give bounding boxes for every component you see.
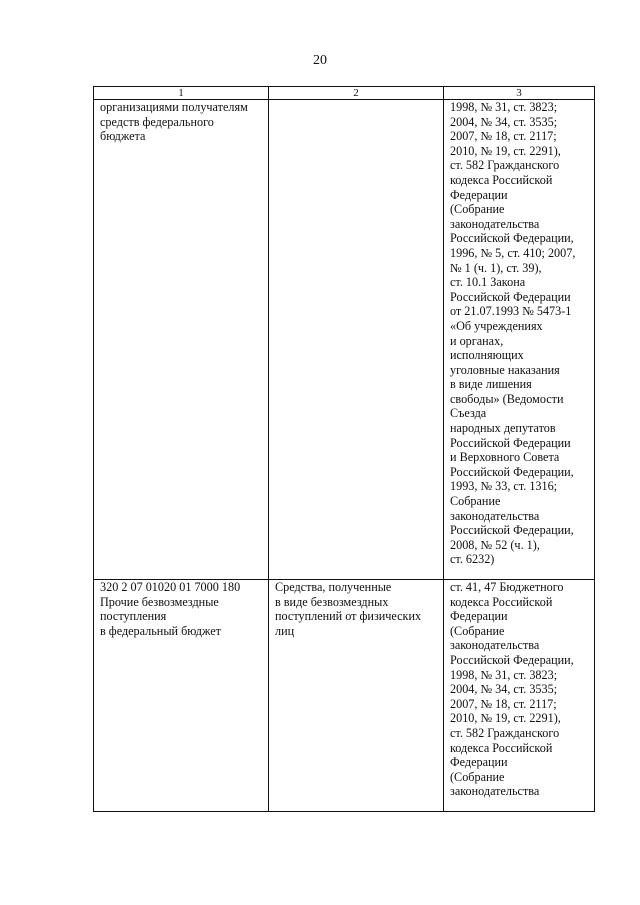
cell-line: Российской Федерации, <box>450 652 574 667</box>
cell-line: Российской Федерации, <box>450 231 574 246</box>
column-header-2: 2 <box>269 87 444 100</box>
cell-line: Средства, полученные <box>275 580 392 594</box>
cell-line: средств федерального <box>100 114 214 129</box>
cell-line: 1998, № 31, ст. 3823; <box>450 100 558 114</box>
cell-line: 1993, № 33, ст. 1316; <box>450 479 558 494</box>
cell-line: и органах, <box>450 333 504 348</box>
cell-line: 2004, № 34, ст. 3535; <box>450 114 558 129</box>
cell-line: (Собрание <box>450 202 505 217</box>
cell-line: законодательства <box>450 216 540 231</box>
cell-line: в федеральный бюджет <box>100 623 221 638</box>
cell-line: «Об учреждениях <box>450 318 543 333</box>
cell-line: кодекса Российской <box>450 594 553 609</box>
cell-line: бюджета <box>100 129 146 144</box>
cell-line: 2007, № 18, ст. 2117; <box>450 696 557 711</box>
cell-line: ст. 6232) <box>450 552 495 567</box>
cell-line: Федерации <box>450 187 508 202</box>
cell-line: законодательства <box>450 784 540 799</box>
cell-line: от 21.07.1993 № 5473-1 <box>450 304 572 319</box>
cell-line: поступлений от физических <box>275 609 422 624</box>
cell-line: исполняющих <box>450 348 524 363</box>
table-row <box>94 100 595 580</box>
cell-line: Российской Федерации, <box>450 523 574 538</box>
cell-line: в виде безвозмездных <box>275 594 389 609</box>
cell-line: Российской Федерации <box>450 289 571 304</box>
cell-line: в виде лишения <box>450 377 532 392</box>
cell-line: Съезда <box>450 406 487 421</box>
cell-line: № 1 (ч. 1), ст. 39), <box>450 260 542 275</box>
column-header-3: 3 <box>444 87 595 100</box>
table-row <box>94 580 595 812</box>
cell-line: ст. 582 Гражданского <box>450 725 560 740</box>
document-table <box>93 86 595 812</box>
cell-line: свободы» (Ведомости <box>450 391 564 406</box>
row2-col1-cell <box>94 580 269 812</box>
cell-line: 2010, № 19, ст. 2291), <box>450 143 561 158</box>
row1-col1-cell <box>94 100 269 580</box>
cell-line: уголовные наказания <box>450 362 560 377</box>
cell-line: законодательства <box>450 638 540 653</box>
cell-line: ст. 41, 47 Бюджетного <box>450 580 564 594</box>
cell-line: 1996, № 5, ст. 410; 2007, <box>450 245 576 260</box>
cell-line: Федерации <box>450 609 508 624</box>
page-number: 20 <box>313 53 327 68</box>
cell-line: Прочие безвозмездные <box>100 594 219 609</box>
cell-line: (Собрание <box>450 769 505 784</box>
cell-line: Федерации <box>450 755 508 770</box>
cell-line: организациями получателям <box>100 100 248 114</box>
cell-line: ст. 582 Гражданского <box>450 158 560 173</box>
cell-line: кодекса Российской <box>450 740 553 755</box>
cell-line: 2008, № 52 (ч. 1), <box>450 537 540 552</box>
cell-line: Собрание <box>450 494 501 509</box>
row1-col3-cell <box>444 100 595 580</box>
column-header-1: 1 <box>94 87 269 100</box>
cell-line: 2007, № 18, ст. 2117; <box>450 129 557 144</box>
cell-line: поступления <box>100 609 167 624</box>
cell-line: ст. 10.1 Закона <box>450 275 526 290</box>
cell-line: 1998, № 31, ст. 3823; <box>450 667 558 682</box>
cell-line: 320 2 07 01020 01 7000 180 <box>100 580 241 594</box>
row1-col2-cell <box>269 100 444 580</box>
cell-line: 2004, № 34, ст. 3535; <box>450 682 558 697</box>
cell-line: лиц <box>275 623 295 638</box>
cell-line: (Собрание <box>450 623 505 638</box>
cell-line: Российской Федерации, <box>450 464 574 479</box>
cell-line: 2010, № 19, ст. 2291), <box>450 711 561 726</box>
cell-line: народных депутатов <box>450 421 556 436</box>
table-header-row <box>94 87 595 100</box>
row2-col2-cell <box>269 580 444 812</box>
cell-line: кодекса Российской <box>450 172 553 187</box>
row2-col3-cell <box>444 580 595 812</box>
cell-line: Российской Федерации <box>450 435 571 450</box>
cell-line: законодательства <box>450 508 540 523</box>
cell-line: и Верховного Совета <box>450 450 560 465</box>
